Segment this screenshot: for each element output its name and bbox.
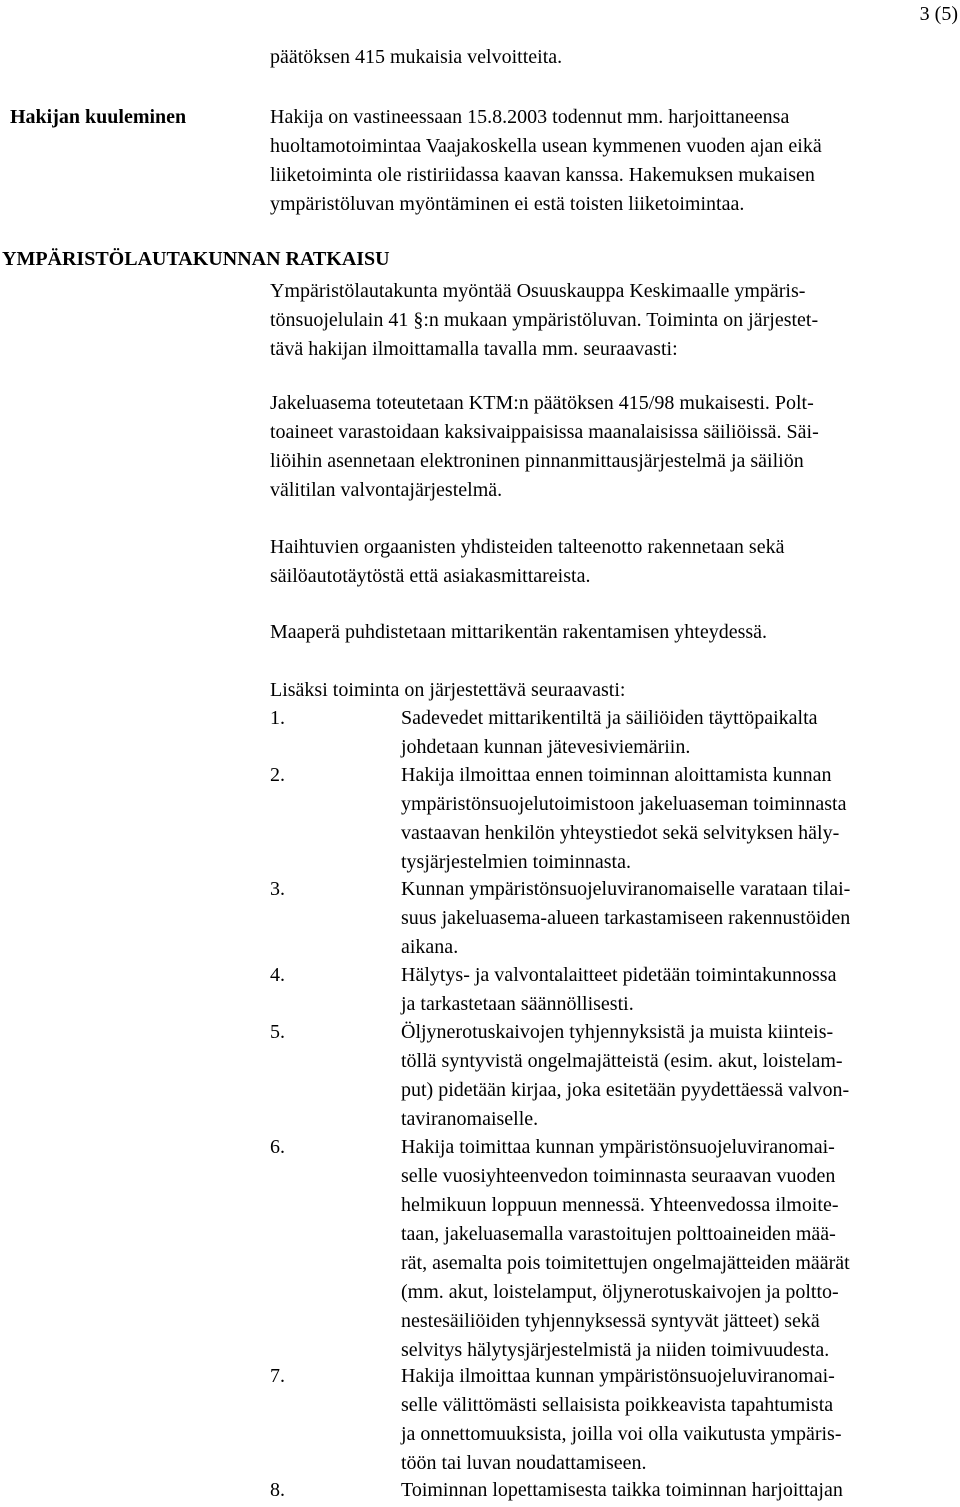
continued-text xyxy=(270,43,960,72)
text-line: selvitys hälytysjärjestelmistä ja niiden toimivuudesta. xyxy=(401,1339,830,1361)
text-line: (mm. akut, loistelamput, öljynerotuskaivojen ja poltto- xyxy=(401,1281,839,1303)
text-line: suus jakeluasema-alueen tarkastamiseen rakennustöiden xyxy=(401,907,851,929)
text-line: Hakija ilmoittaa kunnan ympäristönsuojeluviranomai- xyxy=(401,1365,835,1387)
decision-heading: YMPÄRISTÖLAUTAKUNNAN RATKAISU xyxy=(2,248,390,270)
list-item-number: 2. xyxy=(270,764,285,786)
text-line: aikana. xyxy=(401,936,459,958)
text-line: Kunnan ympäristönsuojeluviranomaiselle varataan tilai- xyxy=(401,878,851,900)
text-line: Haihtuvien orgaanisten yhdisteiden talteenotto rakennetaan sekä xyxy=(270,536,785,558)
text-line: ja tarkastetaan säännöllisesti. xyxy=(401,993,634,1015)
text-line: tysjärjestelmien toiminnasta. xyxy=(401,851,631,873)
text-line: Toiminnan lopettamisesta taikka toiminnan harjoittajan xyxy=(401,1479,843,1501)
hearing-paragraph xyxy=(270,103,960,219)
list-item-number: 7. xyxy=(270,1365,285,1387)
list-item-number: 8. xyxy=(270,1479,285,1501)
text-line: tävä hakijan ilmoittamalla tavalla mm. seuraavasti: xyxy=(270,338,678,360)
text-line: Maaperä puhdistetaan mittarikentän rakentamisen yhteydessä. xyxy=(270,621,768,643)
text-line: ympäristönsuojelutoimistoon jakeluaseman toiminnasta xyxy=(401,793,847,815)
text-line: johdetaan kunnan jätevesiviemäriin. xyxy=(401,736,691,758)
list-intro: Lisäksi toiminta on järjestettävä seuraavasti: xyxy=(270,679,626,701)
decision-intro xyxy=(270,277,960,364)
text-line: Hälytys- ja valvontalaitteet pidetään toimintakunnossa xyxy=(401,964,837,986)
text-line: ympäristöluvan myöntäminen ei estä toisten liiketoimintaa. xyxy=(270,193,745,215)
text-line: välitilan valvontajärjestelmä. xyxy=(270,479,503,501)
text-line: toaineet varastoidaan kaksivaippaisissa maanalaisissa säiliöissä. Säi- xyxy=(270,421,819,443)
text-line: Jakeluasema toteutetaan KTM:n päätöksen 415/98 mukaisesti. Polt- xyxy=(270,392,814,414)
text-line: Sadevedet mittarikentiltä ja säiliöiden täyttöpaikalta xyxy=(401,707,818,729)
paragraph-soil xyxy=(270,618,960,647)
text-line: helmikuun loppuun mennessä. Yhteenvedossa ilmoite- xyxy=(401,1194,839,1216)
text-line: Ympäristölautakunta myöntää Osuuskauppa Keskimaalle ympäris- xyxy=(270,280,806,302)
text-line: Hakija ilmoittaa ennen toiminnan aloittamista kunnan xyxy=(401,764,832,786)
text-line: taviranomaiselle. xyxy=(401,1108,539,1130)
text-line: päätöksen 415 mukaisia velvoitteita. xyxy=(270,46,563,68)
text-line: vastaavan henkilön yhteystiedot sekä selvityksen häly- xyxy=(401,822,840,844)
text-line: töön tai luvan noudattamiseen. xyxy=(401,1452,647,1474)
list-item-number: 4. xyxy=(270,964,285,986)
page-number: 3 (5) xyxy=(919,3,958,25)
text-line: Hakija toimittaa kunnan ympäristönsuojeluviranomai- xyxy=(401,1136,835,1158)
text-line: selle vuosiyhteenvedon toiminnasta seuraavan vuoden xyxy=(401,1165,836,1187)
text-line: säilöautotäytöstä että asiakasmittareista. xyxy=(270,565,591,587)
section-label-hearing: Hakijan kuuleminen xyxy=(10,106,187,128)
text-line: tönsuojelulain 41 §:n mukaan ympäristöluvan. Toiminta on järjestet- xyxy=(270,309,819,331)
list-item-number: 5. xyxy=(270,1021,285,1043)
text-line: huoltamotoimintaa Vaajakoskella usean kymmenen vuoden ajan eikä xyxy=(270,135,822,157)
text-line: rät, asemalta pois toimitettujen ongelmajätteiden määrät xyxy=(401,1252,850,1274)
paragraph-vapour-recovery xyxy=(270,533,960,591)
text-line: nestesäiliöiden tyhjennyksessä syntyvät jätteet) sekä xyxy=(401,1310,820,1332)
text-line: selle välittömästi sellaisista poikkeavista tapahtumista xyxy=(401,1394,834,1416)
list-item-number: 1. xyxy=(270,707,285,729)
text-line: Hakija on vastineessaan 15.8.2003 todennut mm. harjoittaneensa xyxy=(270,106,790,128)
text-line: ja onnettomuuksista, joilla voi olla vaikutusta ympäris- xyxy=(401,1423,842,1445)
text-line: töllä syntyvistä ongelmajätteistä (esim. akut, loistelam- xyxy=(401,1050,843,1072)
text-line: Öljynerotuskaivojen tyhjennyksistä ja muista kiinteis- xyxy=(401,1021,834,1043)
list-item-number: 3. xyxy=(270,878,285,900)
paragraph-station xyxy=(270,389,960,505)
text-line: liiketoiminta ole ristiriidassa kaavan kanssa. Hakemuksen mukaisen xyxy=(270,164,815,186)
text-line: put) pidetään kirjaa, joka esitetään pyydettäessä valvon- xyxy=(401,1079,850,1101)
text-line: taan, jakeluasemalla varastoitujen polttoaineiden mää- xyxy=(401,1223,836,1245)
list-item-number: 6. xyxy=(270,1136,285,1158)
text-line: liöihin asennetaan elektroninen pinnanmittausjärjestelmä ja säiliön xyxy=(270,450,804,472)
